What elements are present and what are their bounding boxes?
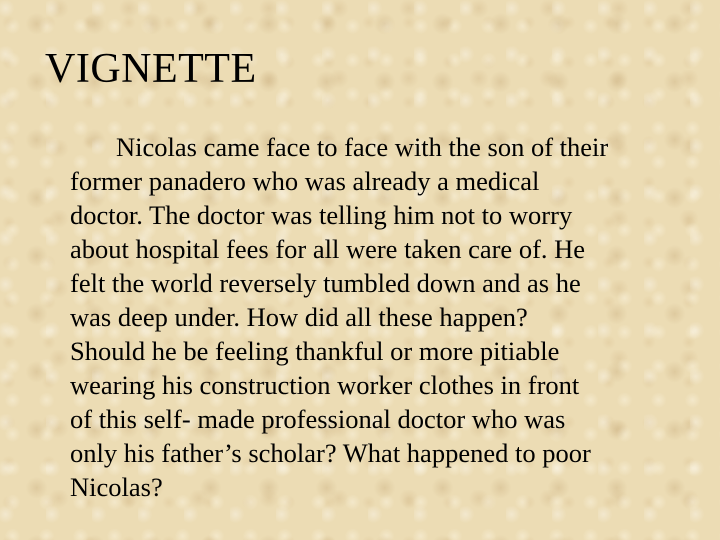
slide-body-text: Nicolas came face to face with the son of their former panadero who was already a medical doctor. The doctor was telling him not to worry about hospital fees for all were taken care of. He felt the world reversely tumbled down and as he was deep under. How did all these happen? Should he be feeling thankful or more pitiable wearing his construction worker clothes in front of this self- made professional doctor who was only his father’s scholar? What happened to poor Nicolas? <box>70 132 609 502</box>
slide-title: VIGNETTE <box>45 46 257 92</box>
